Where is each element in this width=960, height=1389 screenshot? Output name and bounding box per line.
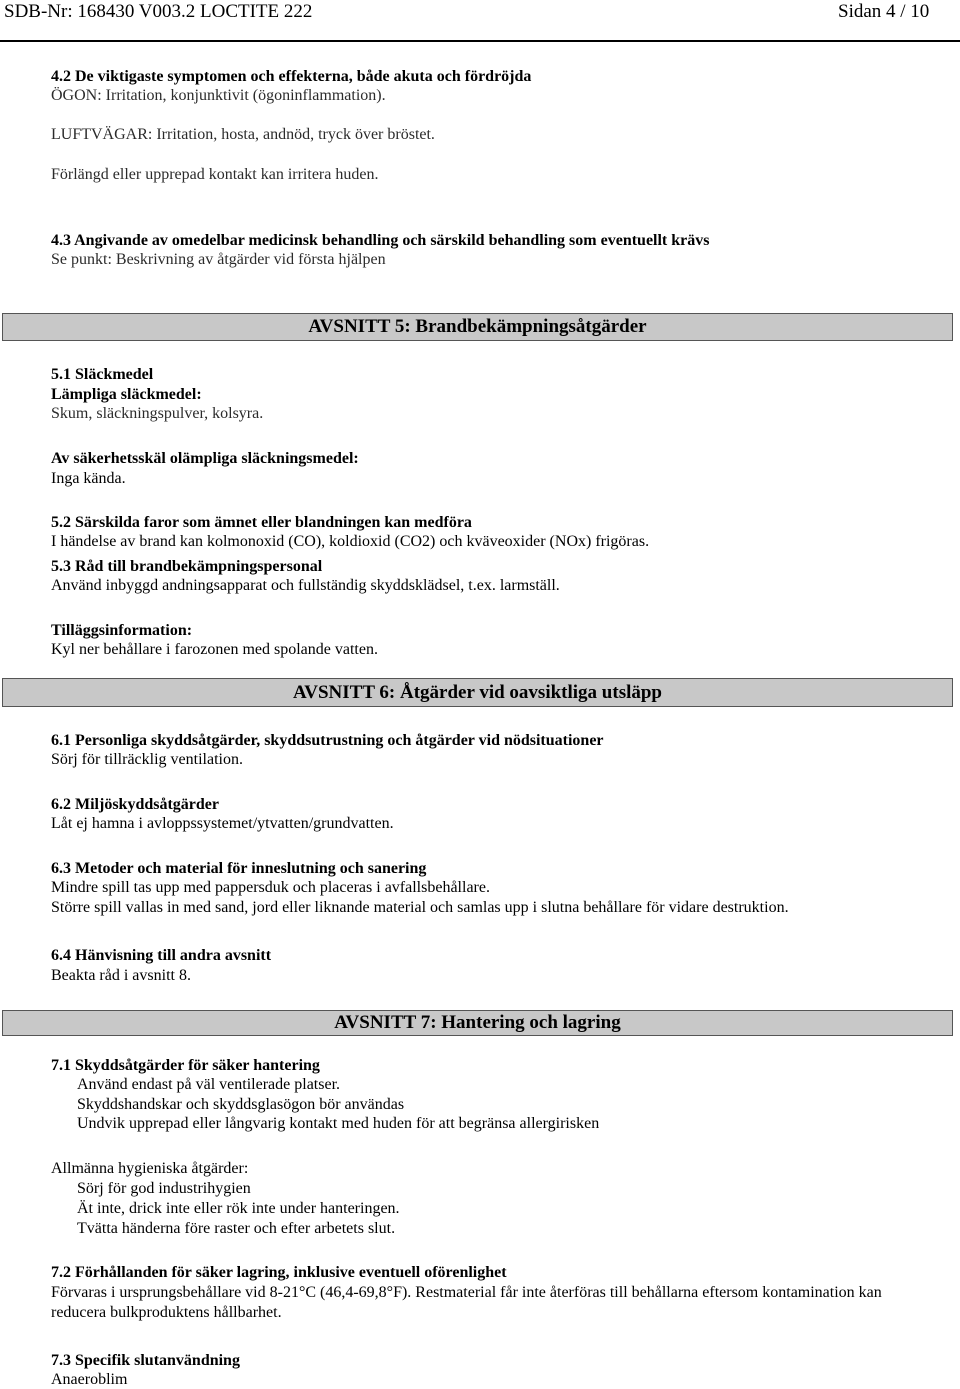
section-5-header xyxy=(2,313,953,341)
text-6-2: Låt ej hamna i avloppssystemet/ytvatten/grundvatten. xyxy=(51,815,394,832)
section-5-title: AVSNITT 5: Brandbekämpningsåtgärder xyxy=(308,316,647,337)
list-item: Skyddshandskar och skyddsglasögon bör användas xyxy=(77,1096,405,1113)
section-6-header xyxy=(2,678,953,707)
section-6-title: AVSNITT 6: Åtgärder vid oavsiktliga utsläpp xyxy=(293,682,662,703)
text-5-2: I händelse av brand kan kolmonoxid (CO), koldioxid (CO2) och kväveoxider (NOx) frigöras. xyxy=(51,533,650,550)
section-7-title: AVSNITT 7: Hantering och lagring xyxy=(334,1012,621,1033)
text-7-2-b: reducera bulkproduktens hållbarhet. xyxy=(51,1304,282,1321)
heading-7-3: 7.3 Specifik slutanvändning xyxy=(51,1352,240,1369)
additional-info-label: Tilläggsinformation: xyxy=(51,622,193,639)
text-5-3: Använd inbyggd andningsapparat och fullständig skyddsklädsel, t.ex. larmställ. xyxy=(51,577,560,594)
unsuitable-media-label: Av säkerhetsskäl olämpliga släckningsmedel: xyxy=(51,450,359,467)
additional-info-text: Kyl ner behållare i farozonen med spolande vatten. xyxy=(51,641,378,658)
list-item: Tvätta händerna före raster och efter arbetets slut. xyxy=(77,1220,396,1237)
heading-6-1: 6.1 Personliga skyddsåtgärder, skyddsutrustning och åtgärder vid nödsituationer xyxy=(51,732,604,749)
symptom-eyes: ÖGON: Irritation, konjunktivit (ögoninflammation). xyxy=(51,87,386,104)
heading-5-3: 5.3 Råd till brandbekämpningspersonal xyxy=(51,558,323,575)
suitable-media-label: Lämpliga släckmedel: xyxy=(51,386,202,403)
list-item: Ät inte, drick inte eller rök inte under hanteringen. xyxy=(77,1200,400,1217)
symptom-airways: LUFTVÄGAR: Irritation, hosta, andnöd, tryck över bröstet. xyxy=(51,126,435,143)
heading-6-2: 6.2 Miljöskyddsåtgärder xyxy=(51,796,219,813)
heading-4-3: 4.3 Angivande av omedelbar medicinsk behandling och särskild behandling som eventuellt krävs xyxy=(51,232,710,249)
text-7-3: Anaeroblim xyxy=(51,1371,128,1388)
suitable-media-text: Skum, släckningspulver, kolsyra. xyxy=(51,405,264,422)
heading-4-2: 4.2 De viktigaste symptomen och effekterna, både akuta och fördröjda xyxy=(51,68,532,85)
heading-6-3: 6.3 Metoder och material för inneslutning och sanering xyxy=(51,860,427,877)
text-6-4: Beakta råd i avsnitt 8. xyxy=(51,967,191,984)
page-number: Sidan 4 / 10 xyxy=(838,1,930,22)
heading-6-4: 6.4 Hänvisning till andra avsnitt xyxy=(51,947,272,964)
header-rule xyxy=(0,40,960,42)
heading-5-1: 5.1 Släckmedel xyxy=(51,366,154,383)
text-7-2-a: Förvaras i ursprungsbehållare vid 8-21°C (46,4-69,8°F). Restmaterial får inte återföras till behållarna eftersom kontamination kan xyxy=(51,1284,882,1301)
section-7-header xyxy=(2,1010,953,1036)
text-6-1: Sörj för tillräcklig ventilation. xyxy=(51,751,243,768)
list-item: Undvik upprepad eller långvarig kontakt med huden för att begränsa allergirisken xyxy=(77,1115,600,1132)
unsuitable-media-text: Inga kända. xyxy=(51,470,126,487)
document-id: SDB-Nr: 168430 V003.2 LOCTITE 222 xyxy=(4,1,313,22)
text-4-3: Se punkt: Beskrivning av åtgärder vid första hjälpen xyxy=(51,251,386,268)
list-item: Använd endast på väl ventilerade platser. xyxy=(77,1076,341,1093)
symptom-skin: Förlängd eller upprepad kontakt kan irritera huden. xyxy=(51,166,379,183)
heading-7-2: 7.2 Förhållanden för säker lagring, inklusive eventuell oförenlighet xyxy=(51,1264,507,1281)
hygiene-label: Allmänna hygieniska åtgärder: xyxy=(51,1160,249,1177)
heading-5-2: 5.2 Särskilda faror som ämnet eller blandningen kan medföra xyxy=(51,514,472,531)
list-item: Sörj för god industrihygien xyxy=(77,1180,251,1197)
heading-7-1: 7.1 Skyddsåtgärder för säker hantering xyxy=(51,1057,320,1074)
text-6-3-b: Större spill vallas in med sand, jord eller liknande material och samlas upp i slutna behållare för vidare destruktion. xyxy=(51,899,789,916)
text-6-3-a: Mindre spill tas upp med pappersduk och placeras i avfallsbehållare. xyxy=(51,879,490,896)
